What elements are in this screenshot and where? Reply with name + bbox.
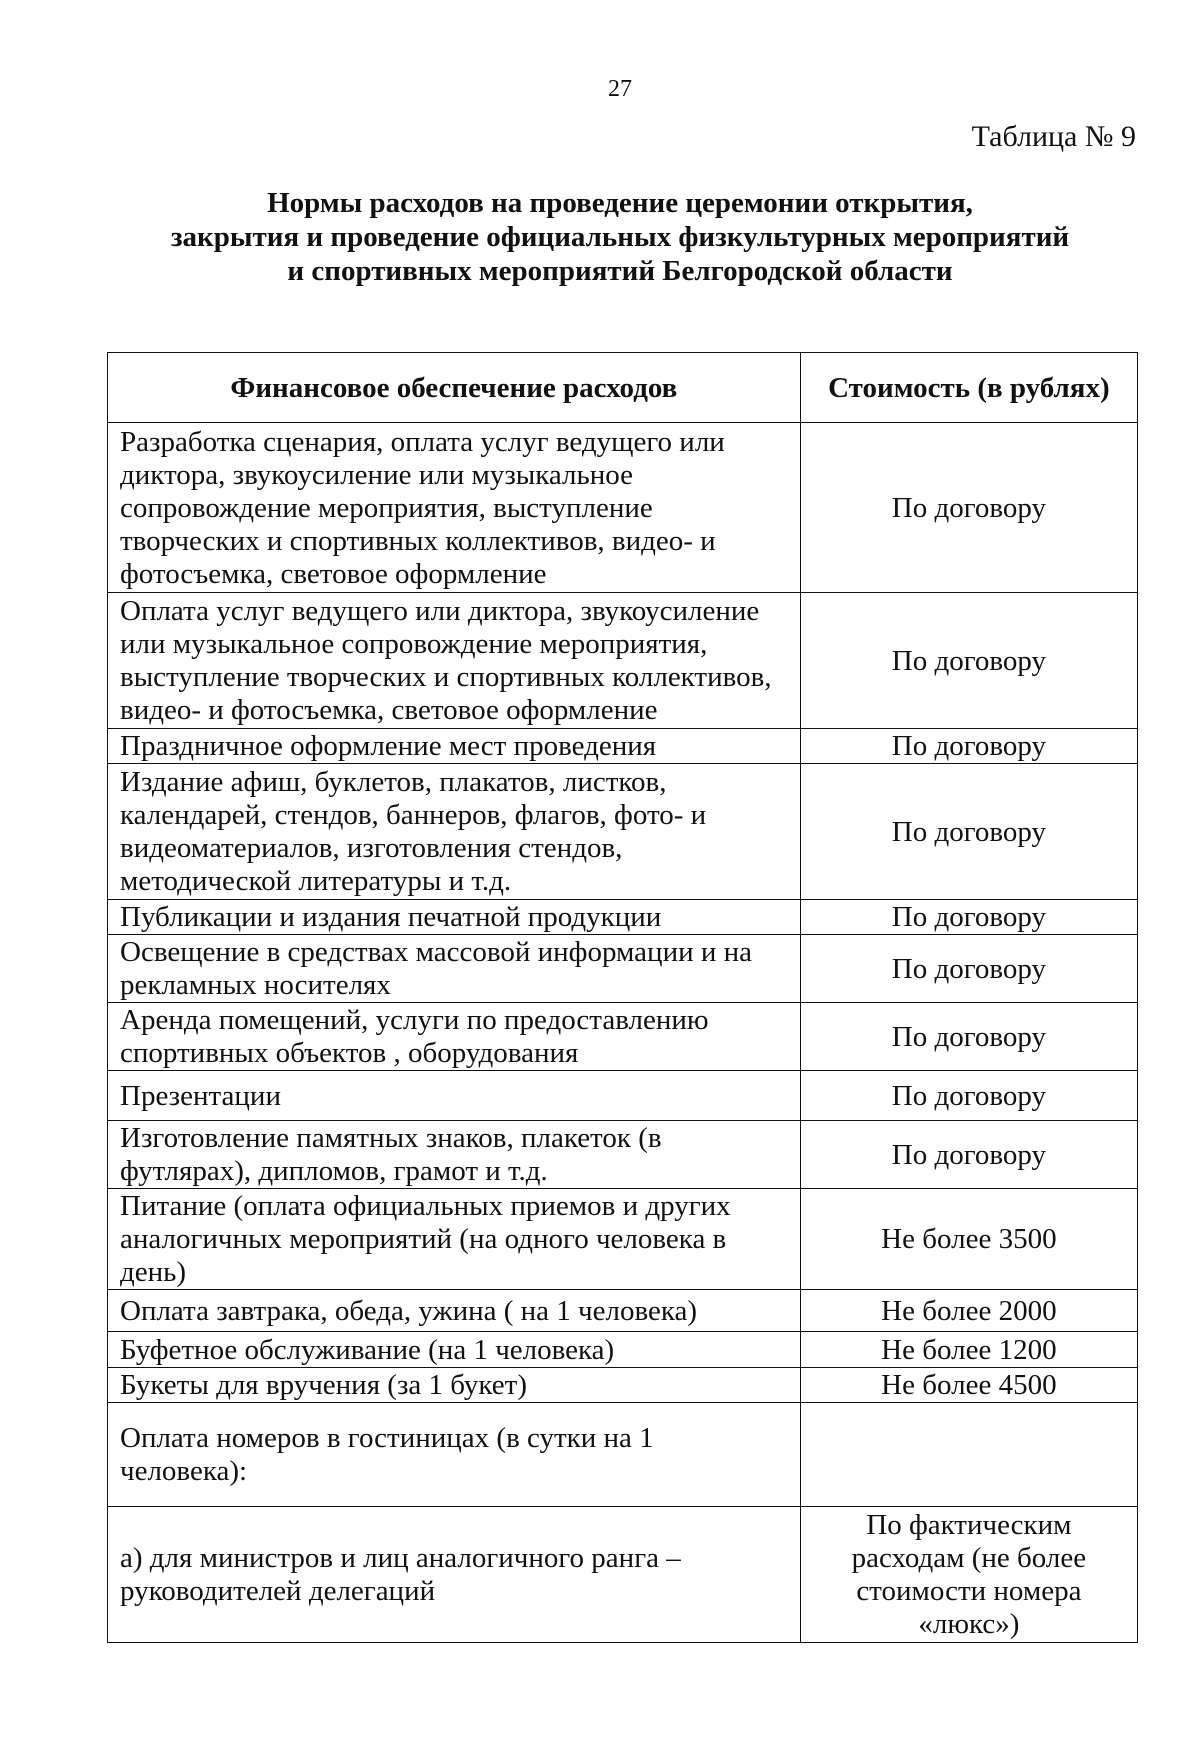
row-cost: Не более 2000 [800, 1290, 1137, 1332]
row-description: Оплата номеров в гостиницах (в сутки на 1 человека): [108, 1403, 801, 1507]
table-row [108, 1403, 1138, 1507]
row-description: Презентации [108, 1071, 801, 1121]
header-financing: Финансовое обеспечение расходов [108, 353, 801, 423]
page-number: 27 [608, 76, 632, 102]
table-row [108, 593, 1138, 729]
row-cost: По договору [800, 729, 1137, 764]
row-description: Питание (оплата официальных приемов и других аналогичных мероприятий (на одного человека в день) [108, 1189, 801, 1290]
row-cost: Не более 1200 [800, 1332, 1137, 1368]
row-description: Освещение в средствах массовой информации и на рекламных носителях [108, 935, 801, 1003]
row-description: Издание афиш, буклетов, плакатов, листков, календарей, стендов, баннеров, флагов, фото- и видеоматериалов, изготовления стендов, методической литературы и т.д. [108, 764, 801, 900]
table-row [108, 1189, 1138, 1290]
table-row [108, 1003, 1138, 1071]
header-cost: Стоимость (в рублях) [800, 353, 1137, 423]
table-header-row [108, 353, 1138, 423]
table-row [108, 1071, 1138, 1121]
row-description: Праздничное оформление мест проведения [108, 729, 801, 764]
table-row [108, 1368, 1138, 1403]
row-description: Оплата услуг ведущего или диктора, звукоусиление или музыкальное сопровождение мероприятия, выступление творческих и спортивных коллективов, видео- и фотосъемка, световое оформление [108, 593, 801, 729]
row-cost: Не более 3500 [800, 1189, 1137, 1290]
row-cost: По договору [800, 900, 1137, 935]
table-row [108, 1290, 1138, 1332]
row-cost: По договору [800, 764, 1137, 900]
row-cost [800, 1403, 1137, 1507]
row-description: Оплата завтрака, обеда, ужина ( на 1 человека) [108, 1290, 801, 1332]
row-description: Изготовление памятных знаков, плакеток (в футлярах), дипломов, грамот и т.д. [108, 1121, 801, 1189]
row-description: Разработка сценария, оплата услуг ведущего или диктора, звукоусиление или музыкальное сопровождение мероприятия, выступление творческих и спортивных коллективов, видео- и фотосъемка, световое оформление [108, 423, 801, 593]
title-line-2: закрытия и проведение официальных физкультурных мероприятий [170, 221, 1070, 253]
table-row [108, 1332, 1138, 1368]
table-row [108, 900, 1138, 935]
table-row [108, 423, 1138, 593]
row-description: Букеты для вручения (за 1 букет) [108, 1368, 801, 1403]
table-row [108, 935, 1138, 1003]
row-description: Аренда помещений, услуги по предоставлению спортивных объектов , оборудования [108, 1003, 801, 1071]
row-cost: По договору [800, 1071, 1137, 1121]
row-cost: По договору [800, 1121, 1137, 1189]
row-description: Публикации и издания печатной продукции [108, 900, 801, 935]
title-line-1: Нормы расходов на проведение церемонии открытия, [267, 187, 973, 219]
table-row [108, 729, 1138, 764]
expenses-table [107, 352, 1138, 1643]
row-description: Буфетное обслуживание (на 1 человека) [108, 1332, 801, 1368]
row-cost: По договору [800, 1003, 1137, 1071]
row-cost: По фактическим расходам (не более стоимости номера «люкс») [800, 1507, 1137, 1643]
row-cost: По договору [800, 593, 1137, 729]
table-row [108, 764, 1138, 900]
table-row [108, 1121, 1138, 1189]
row-description: а) для министров и лиц аналогичного ранга – руководителей делегаций [108, 1507, 801, 1643]
document-title [100, 186, 1140, 288]
row-cost: По договору [800, 935, 1137, 1003]
row-cost: По договору [800, 423, 1137, 593]
table-row [108, 1507, 1138, 1643]
row-cost: Не более 4500 [800, 1368, 1137, 1403]
title-line-3: и спортивных мероприятий Белгородской области [287, 255, 953, 287]
table-label: Таблица № 9 [971, 120, 1136, 153]
